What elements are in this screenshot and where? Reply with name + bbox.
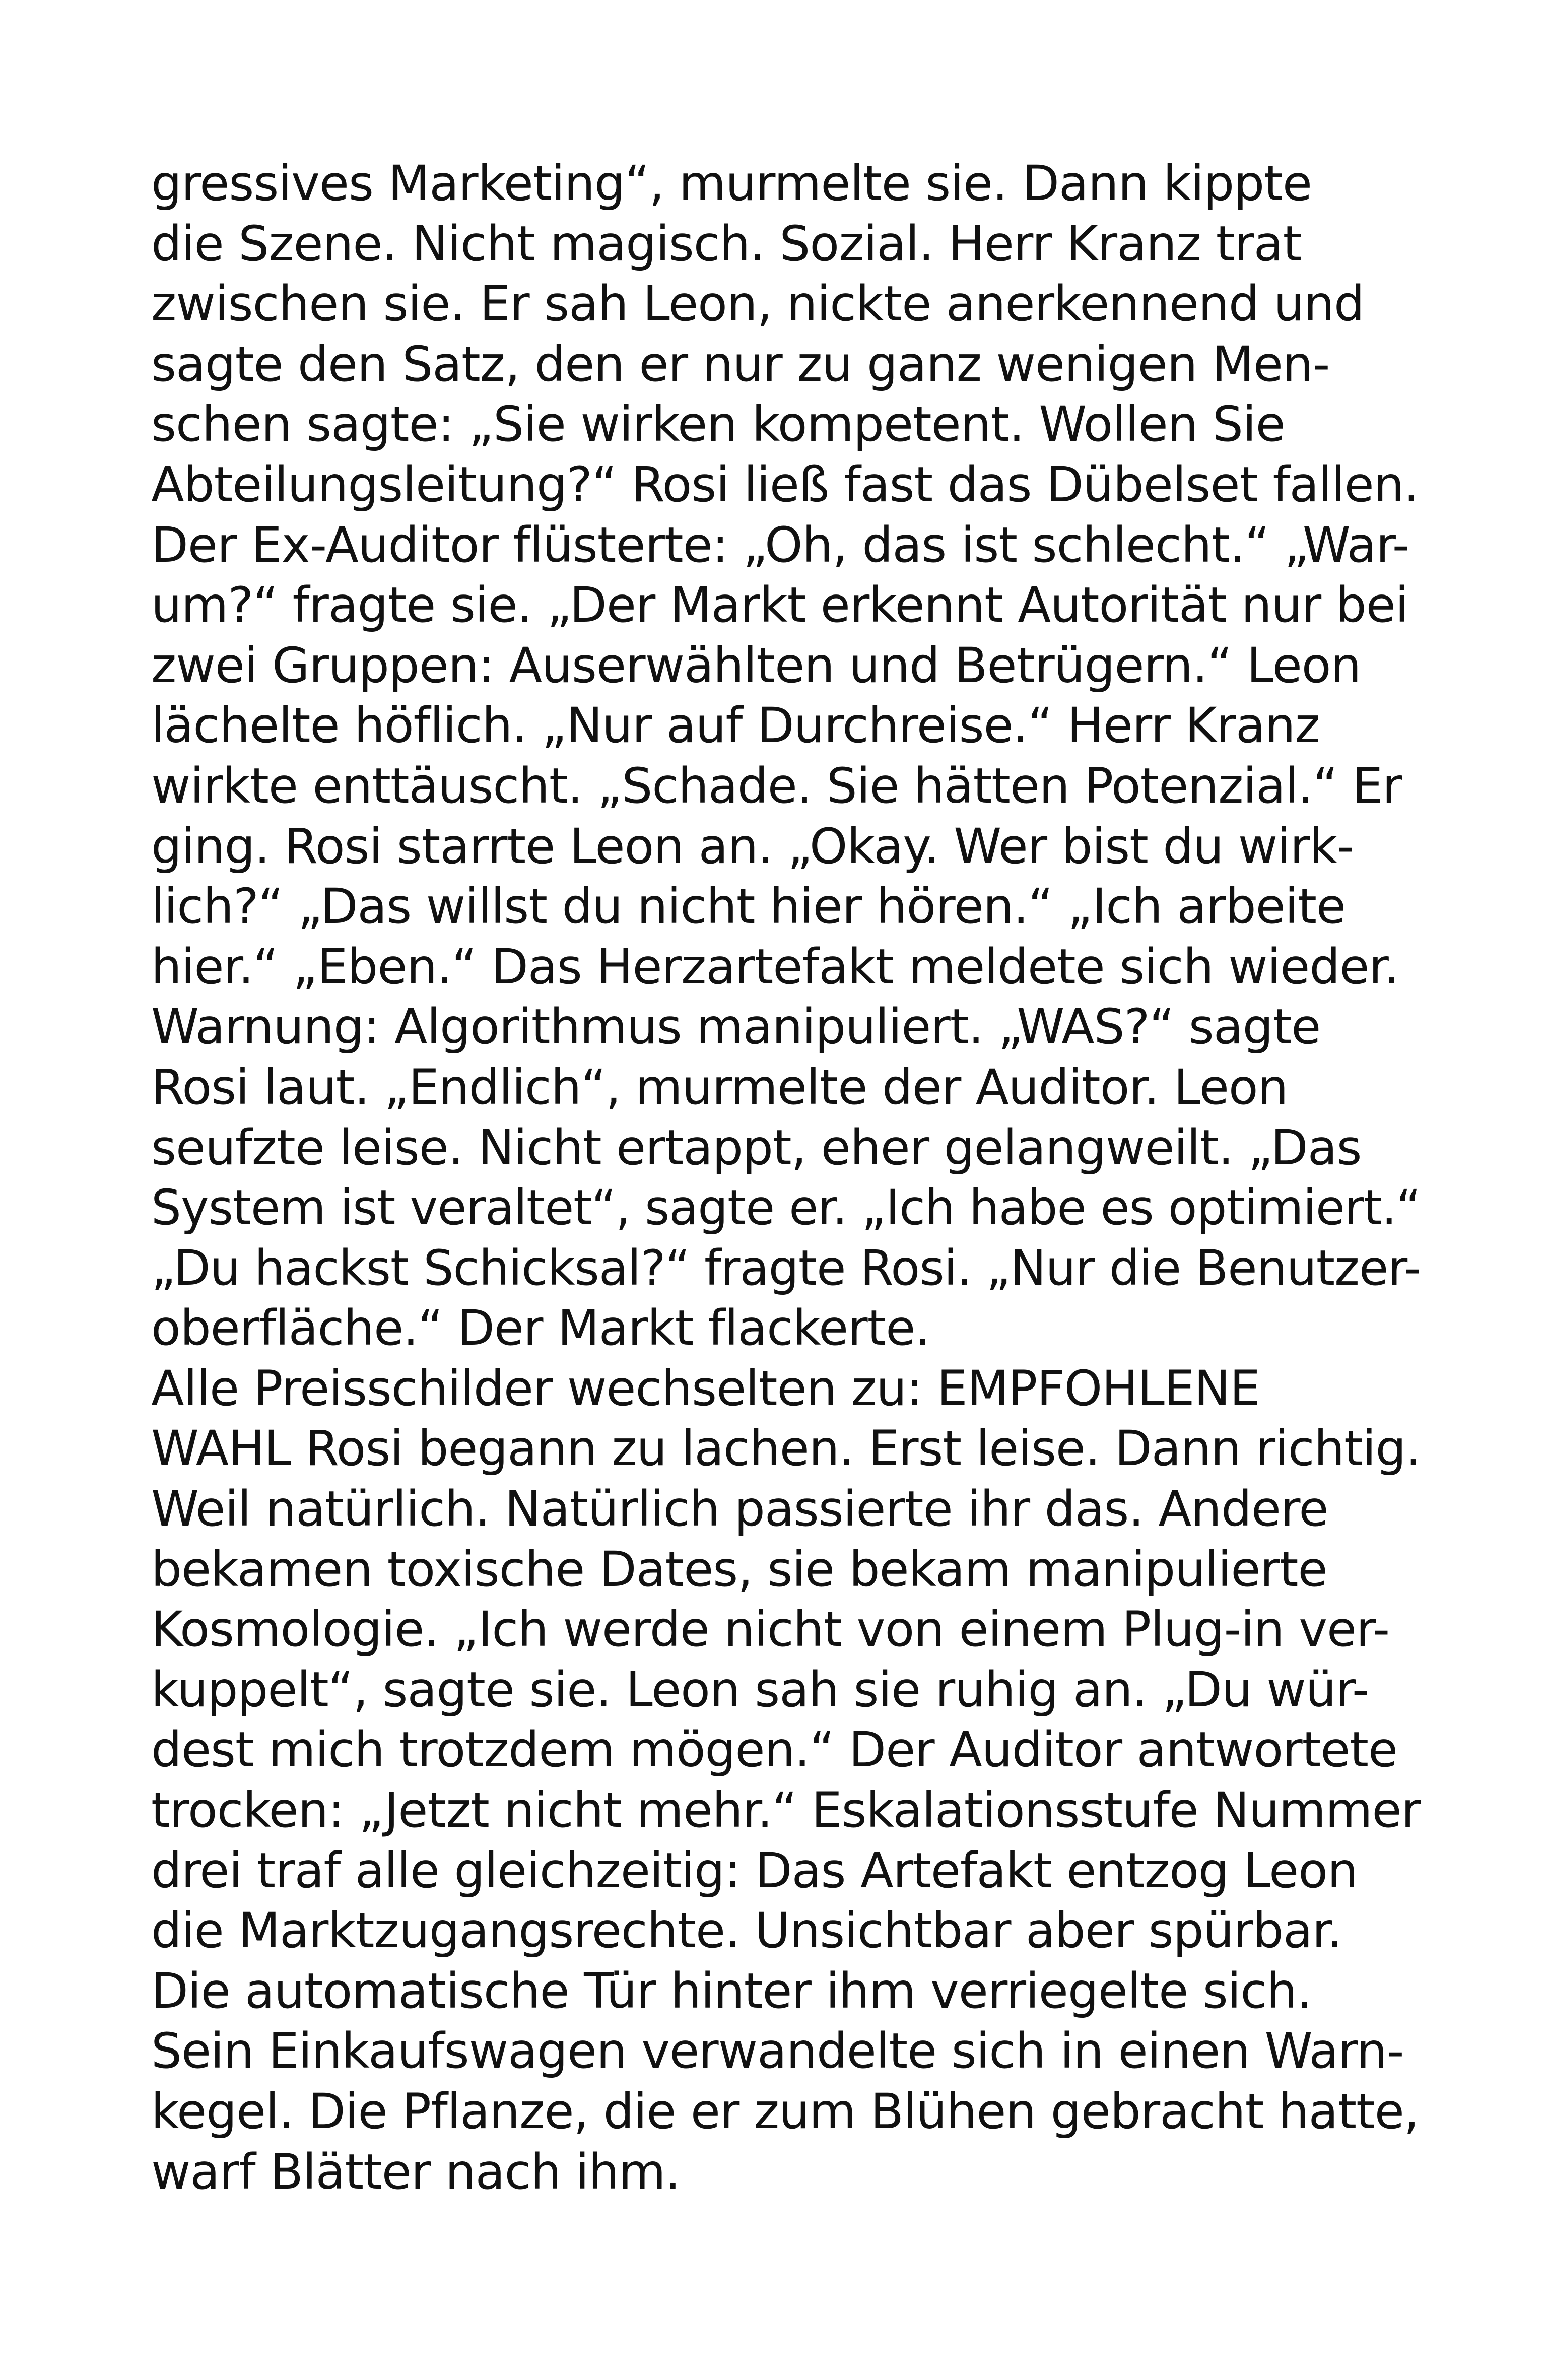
text-line: um?“ fragte sie. „Der Markt erkennt Autorität nur bei	[151, 577, 1408, 634]
text-line: Warnung: Algorithmus manipuliert. „WAS?“ sagte	[151, 999, 1321, 1055]
text-line: Abteilungsleitung?“ Rosi ließ fast das Dübelset fallen.	[151, 456, 1419, 513]
text-line: zwischen sie. Er sah Leon, nickte anerkennend und	[151, 276, 1364, 333]
text-line: die Marktzugangsrechte. Unsichtbar aber spürbar.	[151, 1902, 1342, 1959]
text-line: Die automatische Tür hinter ihm verriegelte sich.	[151, 1962, 1312, 2019]
text-line: seufzte leise. Nicht ertappt, eher gelangweilt. „Das	[151, 1119, 1362, 1176]
text-line: dest mich trotzdem mögen.“ Der Auditor antwortete	[151, 1722, 1398, 1778]
text-line: warf Blätter nach ihm.	[151, 2143, 681, 2200]
text-line: System ist veraltet“, sagte er. „Ich habe es optimiert.“	[151, 1179, 1421, 1236]
text-line: wirkte enttäuscht. „Schade. Sie hätten Potenzial.“ Er	[151, 757, 1402, 814]
text-line: schen sagte: „Sie wirken kompetent. Wollen Sie	[151, 396, 1285, 453]
text-line: bekamen toxische Dates, sie bekam manipulierte	[151, 1541, 1327, 1598]
text-line: kegel. Die Pflanze, die er zum Blühen gebracht hatte,	[151, 2083, 1419, 2140]
text-line: gressives Marketing“, murmelte sie. Dann kippte	[151, 155, 1312, 212]
text-line: hier.“ „Eben.“ Das Herzartefakt meldete sich wieder.	[151, 938, 1399, 995]
text-line: die Szene. Nicht magisch. Sozial. Herr Kranz trat	[151, 215, 1302, 272]
text-line: „Du hackst Schicksal?“ fragte Rosi. „Nur die Benutzer-	[151, 1239, 1421, 1296]
text-line: trocken: „Jetzt nicht mehr.“ Eskalationsstufe Nummer	[151, 1782, 1421, 1839]
text-line: zwei Gruppen: Auserwählten und Betrügern.“ Leon	[151, 637, 1361, 694]
text-line: Sein Einkaufswagen verwandelte sich in einen Warn-	[151, 2023, 1404, 2080]
text-line: oberfläche.“ Der Markt flackerte.	[151, 1300, 930, 1357]
text-line: drei traf alle gleichzeitig: Das Artefakt entzog Leon	[151, 1842, 1358, 1899]
text-line: lächelte höflich. „Nur auf Durchreise.“ Herr Kranz	[151, 697, 1320, 754]
text-line: Kosmologie. „Ich werde nicht von einem Plug-in ver-	[151, 1601, 1390, 1658]
text-line: lich?“ „Das willst du nicht hier hören.“ „Ich arbeite	[151, 878, 1346, 935]
body-text	[151, 154, 1421, 2202]
text-line: Rosi laut. „Endlich“, murmelte der Auditor. Leon	[151, 1059, 1288, 1115]
text-line: Weil natürlich. Natürlich passierte ihr das. Andere	[151, 1481, 1328, 1538]
text-line: ging. Rosi starrte Leon an. „Okay. Wer bist du wirk-	[151, 818, 1354, 875]
text-line: Der Ex-Auditor flüsterte: „Oh, das ist schlecht.“ „War-	[151, 516, 1409, 573]
text-line: Alle Preisschilder wechselten zu: EMPFOHLENE	[151, 1360, 1260, 1417]
text-line: sagte den Satz, den er nur zu ganz wenigen Men-	[151, 336, 1330, 392]
text-line: kuppelt“, sagte sie. Leon sah sie ruhig an. „Du wür-	[151, 1661, 1369, 1718]
text-line: WAHL Rosi begann zu lachen. Erst leise. Dann richtig.	[151, 1420, 1421, 1477]
